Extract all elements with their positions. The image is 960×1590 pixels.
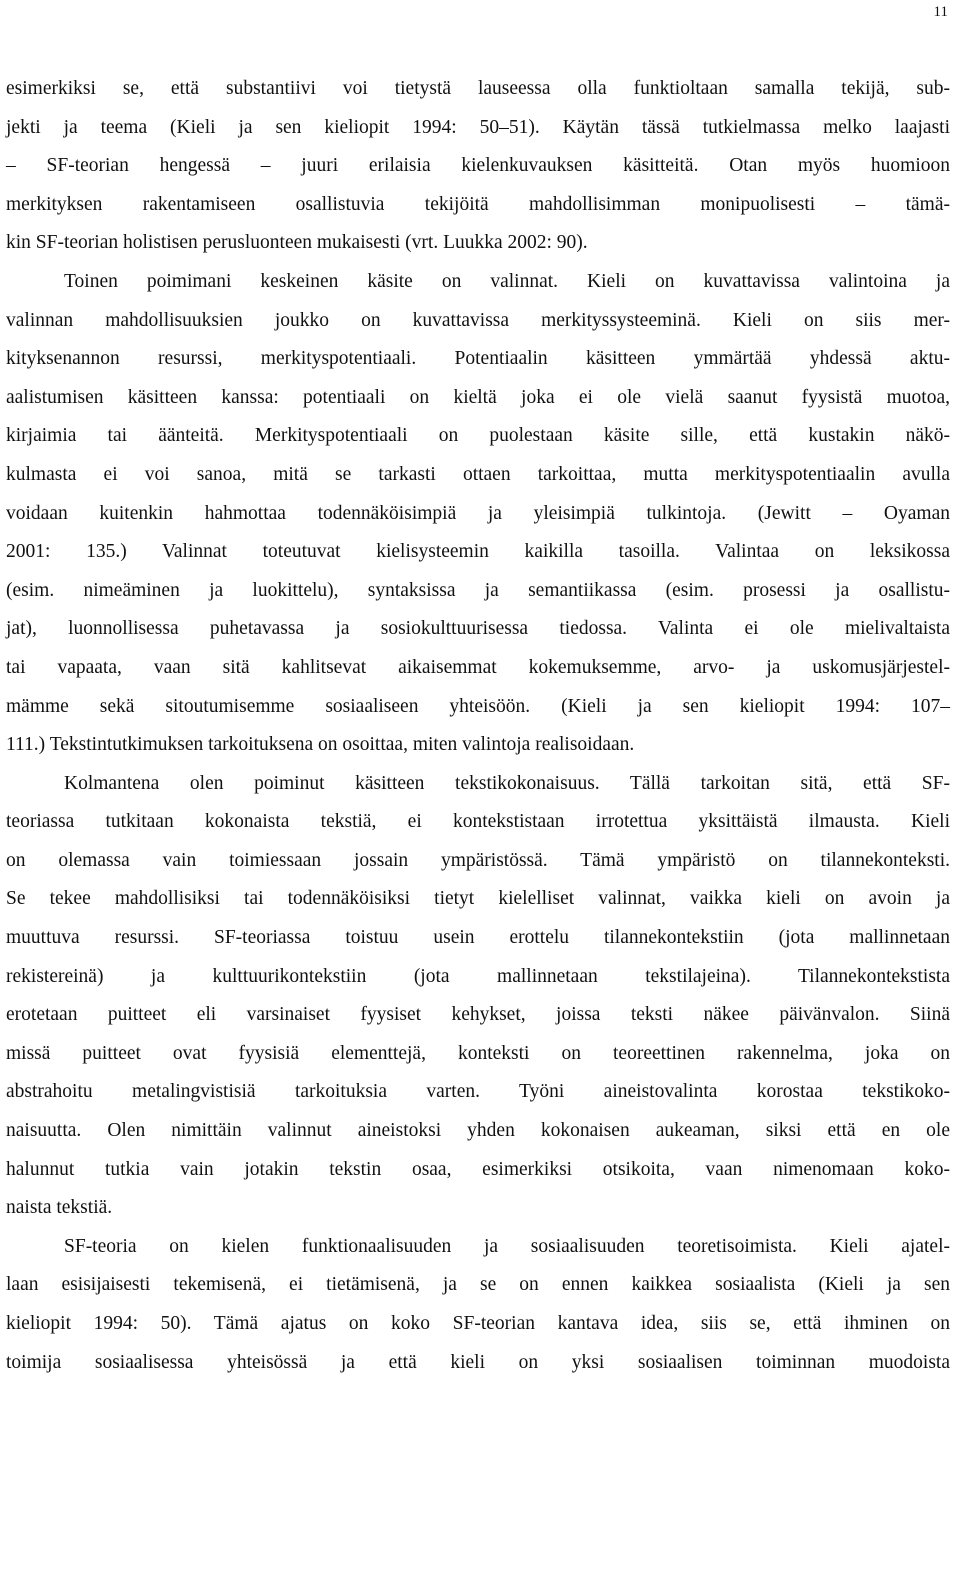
text-line: naisuutta. Olen nimittäin valinnut aineistoksi yhden kokonaisen aukeaman, siksi että en ole	[6, 1120, 950, 1142]
text-line: aalistumisen käsitteen kanssa: potentiaali on kieltä joka ei ole vielä saanut fyysistä muotoa,	[6, 386, 950, 408]
text-line: kin SF-teorian holistisen perusluonteen mukaisesti (vrt. Luukka 2002: 90).	[6, 232, 588, 254]
text-line: – SF-teorian hengessä – juuri erilaisia kielenkuvauksen käsitteitä. Otan myös huomioon	[6, 155, 950, 177]
text-line: teoriassa tutkitaan kokonaista tekstiä, ei kontekstistaan irrotettua yksittäistä ilmausta. Kieli	[6, 811, 950, 833]
text-line: abstrahoitu metalingvistisiä tarkoituksia varten. Työni aineistovalinta korostaa tekstikoko-	[6, 1081, 950, 1103]
text-line: SF-teoria on kielen funktionaalisuuden ja sosiaalisuuden teoretisoimista. Kieli ajatel-	[64, 1235, 950, 1257]
text-line: laan esisijaisesti tekemisenä, ei tietämisenä, ja se on ennen kaikkea sosiaalista (Kieli ja sen	[6, 1274, 950, 1296]
text-line: rekistereinä) ja kulttuurikontekstiin (jota mallinnetaan tekstilajeina). Tilannekontekstista	[6, 965, 950, 987]
text-line: kirjaimia tai äänteitä. Merkityspotentiaali on puolestaan käsite sille, että kustakin näkö-	[6, 425, 950, 447]
text-line: tai vapaata, vaan sitä kahlitsevat aikaisemmat kokemuksemme, arvo- ja uskomusjärjestel-	[6, 656, 950, 678]
page-number: 11	[933, 4, 948, 20]
text-line: 111.) Tekstintutkimuksen tarkoituksena on osoittaa, miten valintoja realisoidaan.	[6, 734, 635, 756]
text-line: erotetaan puitteet eli varsinaiset fyysiset kehykset, joissa teksti näkee päivänvalon. Siinä	[6, 1004, 950, 1026]
text-line: missä puitteet ovat fyysisiä elementtejä, konteksti on teoreettinen rakennelma, joka on	[6, 1042, 950, 1064]
text-line: naista tekstiä.	[6, 1197, 113, 1219]
text-line: kulmasta ei voi sanoa, mitä se tarkasti ottaen tarkoittaa, mutta merkityspotentiaalin avulla	[6, 463, 950, 485]
text-line: valinnan mahdollisuuksien joukko on kuvattavissa merkityssysteeminä. Kieli on siis mer-	[6, 309, 950, 331]
text-line: muuttuva resurssi. SF-teoriassa toistuu usein erottelu tilannekontekstiin (jota mallinnetaan	[6, 927, 950, 949]
paragraph	[6, 1228, 950, 1382]
text-line: halunnut tutkia vain jotakin tekstin osaa, esimerkiksi otsikoita, vaan nimenomaan koko-	[6, 1158, 950, 1180]
text-line: kieliopit 1994: 50). Tämä ajatus on koko SF-teorian kantava idea, siis se, että ihminen on	[6, 1313, 950, 1334]
text-line: kityksenannon resurssi, merkityspotentiaali. Potentiaalin käsitteen ymmärtää yhdessä aktu-	[6, 348, 950, 370]
paragraph	[6, 263, 950, 765]
text-line: 2001: 135.) Valinnat toteutuvat kielisysteemin kaikilla tasoilla. Valintaa on leksikossa	[6, 541, 950, 563]
text-line: merkityksen rakentamiseen osallistuvia tekijöitä mahdollisimman monipuolisesti – tämä-	[6, 193, 950, 215]
text-line: mämme sekä sitoutumisemme sosiaaliseen yhteisöön. (Kieli ja sen kieliopit 1994: 107–	[6, 695, 950, 717]
text-line: Kolmantena olen poiminut käsitteen tekstikokonaisuus. Tällä tarkoitan sitä, että SF-	[64, 772, 950, 794]
text-line: Toinen poimimani keskeinen käsite on valinnat. Kieli on kuvattavissa valintoina ja	[64, 270, 950, 292]
paragraph	[6, 70, 950, 263]
text-line: jekti ja teema (Kieli ja sen kieliopit 1994: 50–51). Käytän tässä tutkielmassa melko laajasti	[6, 116, 950, 138]
text-line: voidaan kuitenkin hahmottaa todennäköisimpiä ja yleisimpiä tulkintoja. (Jewitt – Oyaman	[6, 502, 950, 524]
text-line: (esim. nimeäminen ja luokittelu), syntaksissa ja semantiikassa (esim. prosessi ja osallistu-	[6, 579, 950, 601]
text-line: jat), luonnollisessa puhetavassa ja sosiokulttuurisessa tiedossa. Valinta ei ole mielivaltaista	[6, 618, 950, 640]
text-line: Se tekee mahdollisiksi tai todennäköisiksi tietyt kielelliset valinnat, vaikka kieli on avoin ja	[6, 888, 950, 910]
text-line: toimija sosiaalisessa yhteisössä ja että kieli on yksi sosiaalisen toiminnan muodoista	[6, 1351, 950, 1373]
text-line: on olemassa vain toimiessaan jossain ympäristössä. Tämä ympäristö on tilannekonteksti.	[6, 849, 950, 871]
paragraph	[6, 765, 950, 1228]
text-line: esimerkiksi se, että substantiivi voi tietystä lauseessa olla funktioltaan samalla tekijä, sub-	[6, 78, 950, 99]
body-text	[6, 70, 950, 1382]
